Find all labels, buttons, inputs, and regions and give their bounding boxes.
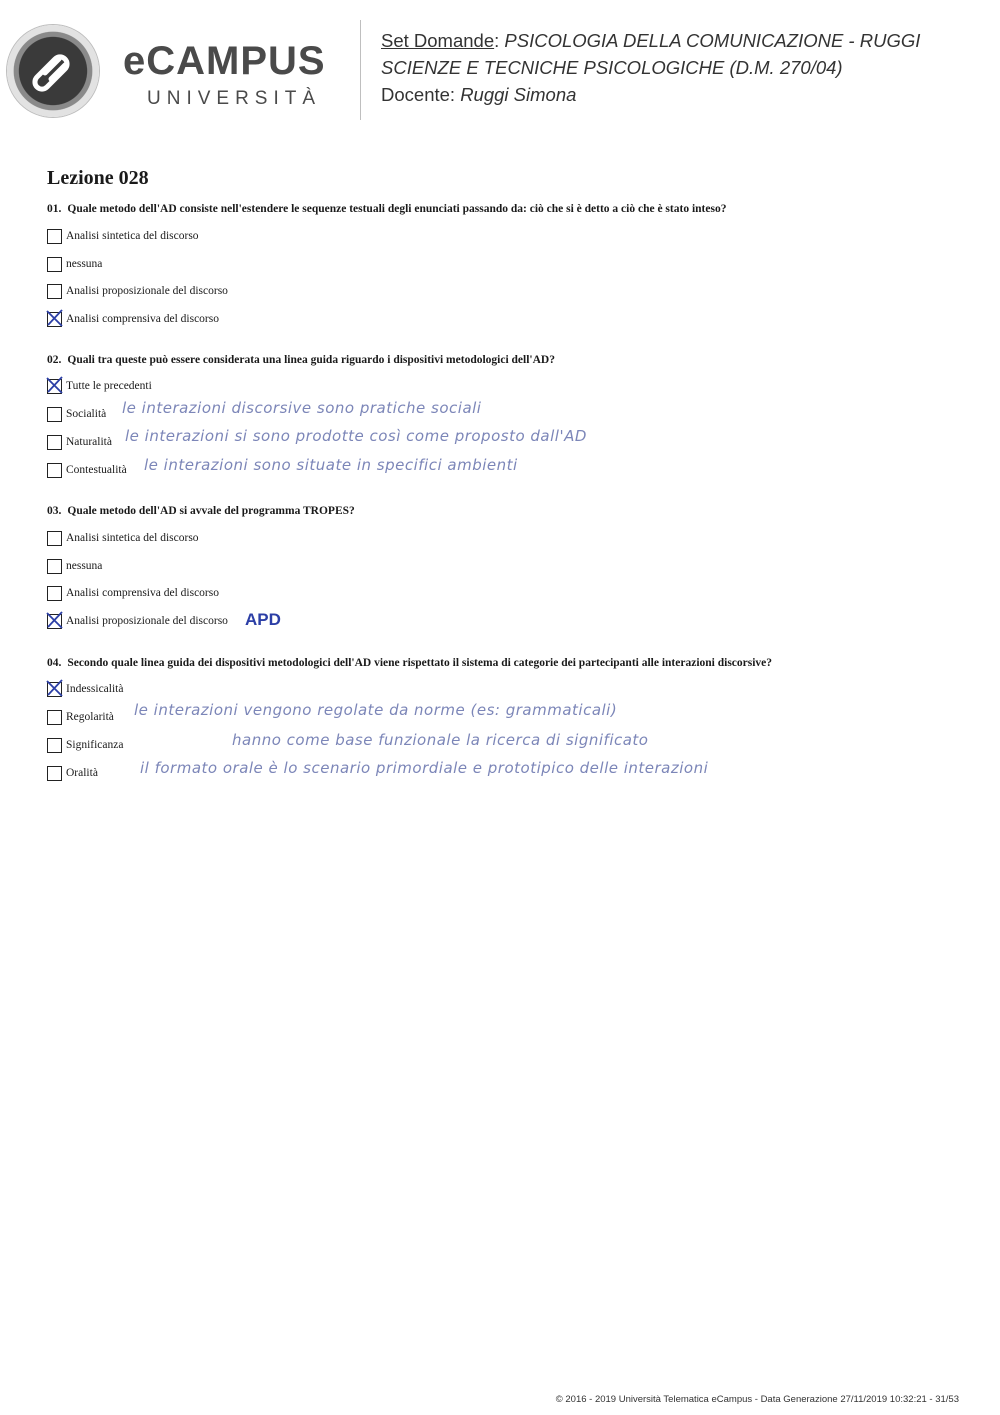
checkbox[interactable] — [47, 257, 62, 272]
checkbox[interactable] — [47, 407, 62, 422]
question-04 — [47, 657, 772, 669]
option[interactable] — [47, 406, 106, 422]
question-text: Quali tra queste può essere considerata una linea guida riguardo i dispositivi metodologici dell'AD? — [67, 354, 555, 366]
option[interactable] — [47, 585, 219, 601]
checkbox[interactable] — [47, 586, 62, 601]
question-text: Quale metodo dell'AD consiste nell'estendere le sequenze testuali degli enunciati passando da: ciò che si è detto a ciò che è stato inteso? — [67, 203, 727, 215]
brand-subtitle: UNIVERSITÀ — [147, 88, 322, 109]
handwritten-note: il formato orale è lo scenario primordiale e prototipico delle interazioni — [140, 759, 709, 777]
option[interactable] — [47, 434, 112, 450]
question-number: 04. — [47, 657, 62, 669]
option[interactable] — [47, 311, 219, 327]
question-number: 02. — [47, 354, 62, 366]
option-label: Contestualità — [66, 464, 127, 476]
handwritten-note: hanno come base funzionale la ricerca di significato — [232, 731, 649, 749]
checkbox[interactable] — [47, 284, 62, 299]
question-number: 03. — [47, 505, 62, 517]
handwritten-note: le interazioni vengono regolate da norme (es: grammaticali) — [134, 701, 618, 719]
set-title: PSICOLOGIA DELLA COMUNICAZIONE - RUGGI — [504, 30, 921, 51]
lesson-title: Lezione 028 — [47, 167, 149, 189]
checkbox[interactable] — [47, 766, 62, 781]
page-footer: © 2016 - 2019 Università Telematica eCampus - Data Generazione 27/11/2019 10:32:21 - 31/53 — [555, 1394, 959, 1405]
handwritten-note: le interazioni si sono prodotte così come proposto dall'AD — [125, 427, 587, 445]
question-text: Secondo quale linea guida dei dispositivi metodologici dell'AD viene rispettato il sistema di categorie dei partecipanti alle interazioni discorsive? — [67, 657, 773, 669]
question-03 — [47, 505, 355, 517]
checkbox[interactable] — [47, 710, 62, 725]
option-label: Analisi sintetica del discorso — [66, 532, 199, 544]
question-01 — [47, 203, 726, 215]
option[interactable] — [47, 256, 102, 272]
option-label: Significanza — [66, 739, 124, 751]
checkbox-checked[interactable] — [47, 614, 62, 629]
option[interactable] — [47, 228, 199, 244]
option[interactable] — [47, 613, 228, 629]
checkbox[interactable] — [47, 463, 62, 478]
checkbox-checked[interactable] — [47, 312, 62, 327]
set-course: SCIENZE E TECNICHE PSICOLOGICHE (D.M. 270/04) — [381, 57, 843, 78]
checkbox-checked[interactable] — [47, 379, 62, 394]
checkbox[interactable] — [47, 531, 62, 546]
option-label: Naturalità — [66, 436, 112, 448]
checkbox[interactable] — [47, 559, 62, 574]
option-label: Analisi comprensiva del discorso — [66, 313, 219, 325]
checkbox[interactable] — [47, 229, 62, 244]
option-label: Socialità — [66, 408, 107, 420]
option-label: nessuna — [66, 560, 103, 572]
option-label: Analisi proposizionale del discorso — [66, 285, 228, 297]
option[interactable] — [47, 765, 98, 781]
checkbox-checked[interactable] — [47, 682, 62, 697]
checkbox[interactable] — [47, 738, 62, 753]
check-mark-icon — [45, 678, 65, 698]
option[interactable] — [47, 530, 199, 546]
set-info: Set Domande: PSICOLOGIA DELLA COMUNICAZIONE - RUGGI SCIENZE E TECNICHE PSICOLOGICHE (D.M. 270/04) Docente: Ruggi Simona — [381, 30, 921, 105]
teacher-name: Ruggi Simona — [460, 84, 577, 105]
option-label: nessuna — [66, 258, 103, 270]
option[interactable] — [47, 378, 152, 394]
option-label: Analisi sintetica del discorso — [66, 230, 199, 242]
check-mark-icon — [45, 610, 65, 630]
option[interactable] — [47, 737, 123, 753]
handwritten-note: le interazioni discorsive sono pratiche sociali — [122, 399, 482, 417]
option-label: Analisi comprensiva del discorso — [66, 587, 219, 599]
option-label: Indessicalità — [66, 683, 124, 695]
option-label: Analisi proposizionale del discorso — [66, 615, 228, 627]
teacher-label: Docente: — [381, 84, 456, 105]
header-divider — [360, 20, 361, 120]
page-header — [0, 0, 1000, 130]
question-02 — [47, 354, 555, 366]
option-label: Tutte le precedenti — [66, 380, 152, 392]
brand-name: eCAMPUS — [123, 39, 326, 83]
ecampus-logo-icon — [7, 25, 99, 117]
option[interactable] — [47, 283, 228, 299]
option[interactable] — [47, 462, 127, 478]
check-mark-icon — [45, 375, 65, 395]
check-mark-icon — [45, 308, 65, 328]
question-number: 01. — [47, 203, 62, 215]
option-label: Regolarità — [66, 711, 114, 723]
handwritten-note: le interazioni sono situate in specifici ambienti — [144, 456, 518, 474]
option[interactable] — [47, 681, 123, 697]
option-label: Oralità — [66, 767, 98, 779]
option[interactable] — [47, 558, 102, 574]
question-text: Quale metodo dell'AD si avvale del programma TROPES? — [67, 505, 355, 517]
brand — [123, 40, 326, 110]
option[interactable] — [47, 709, 114, 725]
checkbox[interactable] — [47, 435, 62, 450]
handwritten-note: APD — [245, 610, 281, 629]
set-label: Set Domande — [381, 30, 495, 51]
